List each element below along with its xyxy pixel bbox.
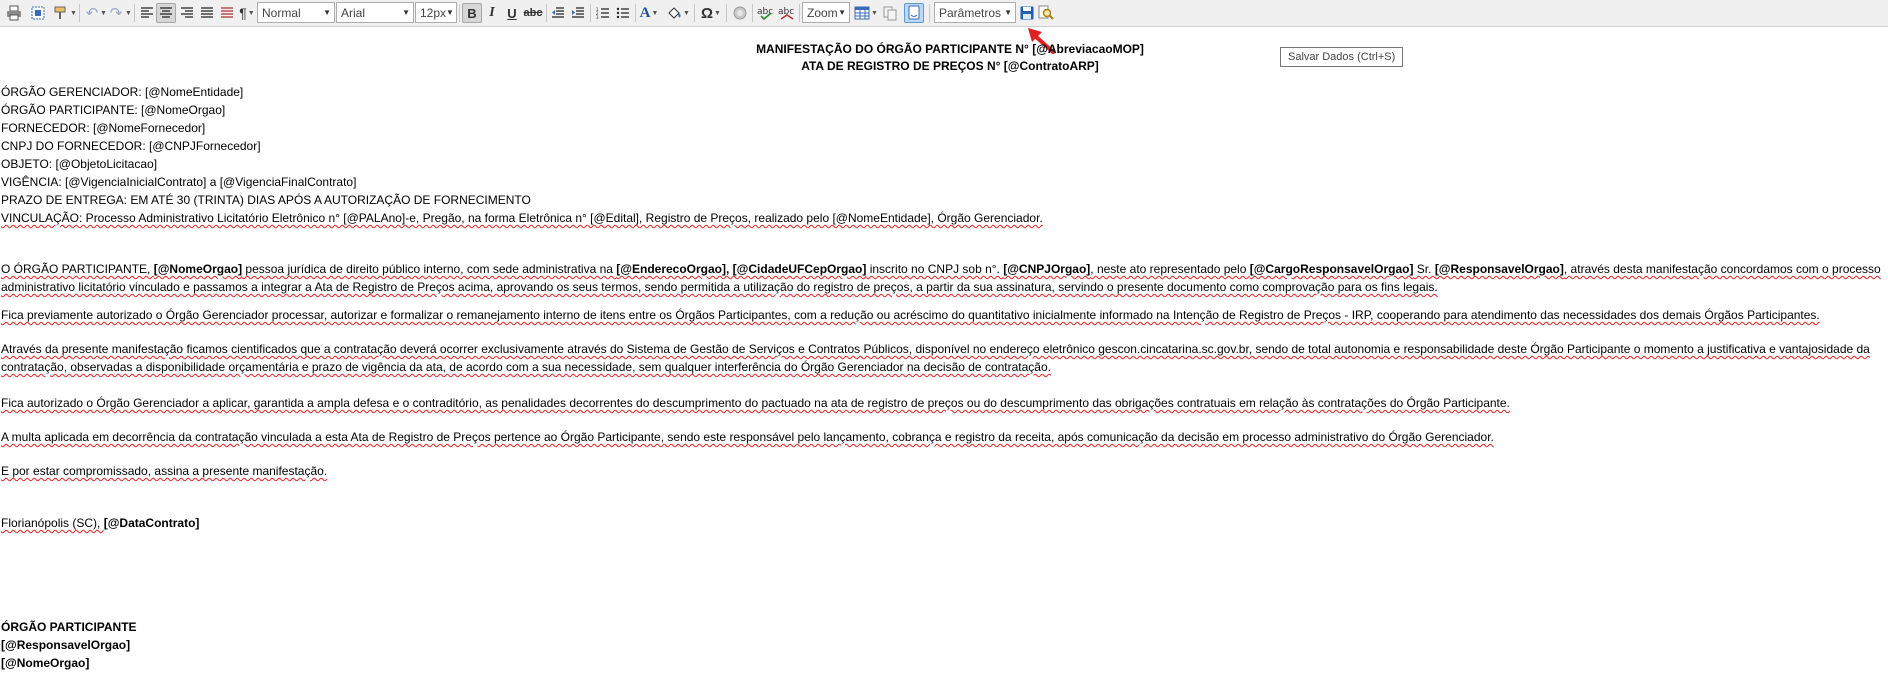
link-icon[interactable] — [730, 3, 750, 23]
floppy-disk-icon — [1020, 6, 1034, 20]
text-direction-icon[interactable] — [217, 3, 237, 23]
strikethrough-button[interactable]: abc — [523, 7, 543, 19]
align-left-icon[interactable] — [137, 3, 157, 23]
source-view-icon[interactable] — [904, 3, 924, 23]
copy-icon[interactable] — [880, 3, 900, 23]
print-icon[interactable] — [4, 3, 24, 23]
svg-text:1: 1 — [596, 7, 599, 12]
editor-toolbar — [0, 0, 1888, 27]
paragraph-compromisso: E por estar compromissado, assina a presente manifestação. — [1, 464, 328, 478]
font-color-icon[interactable]: A ▼ — [639, 4, 659, 21]
svg-text:abc: abc — [757, 7, 774, 17]
paragraph-style-select[interactable]: Normal ▼ — [257, 2, 335, 23]
field-vigencia: VIGÊNCIA: [@VigenciaInicialContrato] a [@VigenciaFinalContrato] — [1, 175, 357, 189]
font-size-select[interactable]: 12px ▼ — [415, 2, 457, 23]
field-cnpj-fornecedor: CNPJ DO FORNECEDOR: [@CNPJFornecedor] — [1, 139, 261, 153]
chevron-down-icon[interactable]: ▼ — [125, 9, 132, 17]
svg-text:2: 2 — [596, 11, 599, 16]
field-vinculacao: VINCULAÇÃO: Processo Administrativo Licitatório Eletrônico n° [@PALAno]-e, Pregão, na forma Eletrônica n° [@Edital], Registro de Preços, realizado pelo [@NomeEntidade], Órgão Gerenciador. — [1, 211, 1043, 225]
paragraph-penalidades: Fica autorizado o Órgão Gerenciador a aplicar, garantida a ampla defesa e o contraditório, as penalidades decorrentes do descumprimento do pactuado na ata de registro de preços ou do descumprimento das obrigações contratuais em relação às contratações do Órgão Participante. — [1, 396, 1510, 410]
bold-button[interactable]: B — [462, 3, 482, 23]
find-replace-icon[interactable] — [777, 3, 797, 23]
align-justify-icon[interactable] — [197, 3, 217, 23]
background-color-icon[interactable]: ▼ — [665, 3, 691, 23]
underline-button[interactable]: U — [507, 5, 517, 21]
paragraph-remanejamento: Fica previamente autorizado o Órgão Gerenciador processar, autorizar e formalizar o remanejamento interno de itens entre os Órgãos Participantes, com a redução ou acréscimo do quantitativo inicialmente informado na Intenção de Registro de Preços - IRP, cooperando para atendimento das necessidades dos demais Órgãos Participantes. — [1, 308, 1820, 322]
align-right-icon[interactable] — [177, 3, 197, 23]
chevron-down-icon[interactable]: ▼ — [100, 9, 107, 17]
field-prazo-entrega: PRAZO DE ENTREGA: EM ATÉ 30 (TRINTA) DIAS APÓS A AUTORIZAÇÃO DE FORNECIMENTO — [1, 193, 531, 207]
signature-responsavel: [@ResponsavelOrgao] — [1, 638, 131, 652]
paragraph-contratacao: Através da presente manifestação ficamos cientificados que a contratação deverá ocorrer exclusivamente através do Sistema de Gestão de Serviços e Contratos Públicos, disponível no endereço eletrônico gescon.cincatarina.sc.gov.br, sendo de total autonomia e responsabilidade deste Órgão Participante o momento a justificativa e vantajosidade da contratação, observadas a disponibilidade orçamentária e prazo de vigência da ata, de acordo com a sua necessidade, sem qualquer interferência do Órgão Gerenciador na decisão de contratação. — [1, 342, 1870, 374]
special-char-icon[interactable]: Ω ▼ — [701, 4, 721, 22]
chevron-down-icon[interactable]: ▼ — [70, 9, 77, 17]
format-painter-icon[interactable] — [50, 3, 70, 23]
signature-orgao: [@NomeOrgao] — [1, 656, 90, 670]
bulleted-list-icon[interactable] — [613, 3, 633, 23]
table-icon[interactable]: ▼ — [853, 3, 879, 23]
save-tooltip: Salvar Dados (Ctrl+S) — [1280, 47, 1403, 67]
place-date-line: Florianópolis (SC), [@DataContrato] — [1, 516, 200, 530]
svg-text:3: 3 — [596, 15, 599, 19]
svg-text:abc: abc — [778, 7, 795, 17]
align-center-icon[interactable] — [156, 3, 176, 23]
redo-icon[interactable]: ↷ — [109, 5, 123, 22]
document-subtitle: ATA DE REGISTRO DE PREÇOS N° [@ContratoARP] — [801, 59, 1099, 73]
parameters-select[interactable]: Parâmetros ▼ — [934, 2, 1016, 23]
outdent-icon[interactable] — [548, 3, 568, 23]
field-objeto: OBJETO: [@ObjetoLicitacao] — [1, 157, 158, 171]
paragraph-orgao-participante: O ÓRGÃO PARTICIPANTE, [@NomeOrgao] pessoa jurídica de direito público interno, com sede administrativa na [@EnderecoOrgao], [@CidadeUFCepOrgao] inscrito no CNPJ sob n°. [@CNPJOrgao], neste ato representado pelo [@CargoResponsavelOrgao] Sr. [@ResponsavelOrgao], através desta manifestação concordamos com o processo administrativo licitatório vinculado e passamos a integrar a Ata de Registro de Preços acima, aprovando os seus termos, sendo permitida a utilização do registro de preços, a partir da sua assinatura, servindo o presente documento como comprovação para os fins legais. — [1, 262, 1881, 294]
field-fornecedor: FORNECEDOR: [@NomeFornecedor] — [1, 121, 206, 135]
document-title: MANIFESTAÇÃO DO ÓRGÃO PARTICIPANTE N° [@AbreviacaoMOP] — [756, 42, 1144, 56]
font-family-select[interactable]: Arial ▼ — [336, 2, 414, 23]
signature-title: ÓRGÃO PARTICIPANTE — [1, 620, 137, 634]
pilcrow-icon[interactable]: ¶ ▼ — [239, 5, 255, 21]
spellcheck-icon[interactable] — [756, 3, 776, 23]
numbered-list-icon[interactable] — [593, 3, 613, 23]
field-orgao-gerenciador: ÓRGÃO GERENCIADOR: [@NomeEntidade] — [1, 85, 244, 99]
undo-icon[interactable]: ↶ — [85, 5, 99, 22]
paragraph-multa: A multa aplicada em decorrência da contratação vinculada a esta Ata de Registro de Preços pertence ao Órgão Participante, sendo este responsável pelo lançamento, cobrança e registro da receita, após comunicação da decisão em processo administrativo do Órgão Gerenciador. — [1, 430, 1494, 444]
select-all-icon[interactable] — [28, 3, 48, 23]
field-orgao-participante: ÓRGÃO PARTICIPANTE: [@NomeOrgao] — [1, 103, 226, 117]
italic-button[interactable]: I — [489, 5, 495, 20]
zoom-select[interactable]: Zoom ▼ — [802, 2, 850, 23]
indent-icon[interactable] — [568, 3, 588, 23]
